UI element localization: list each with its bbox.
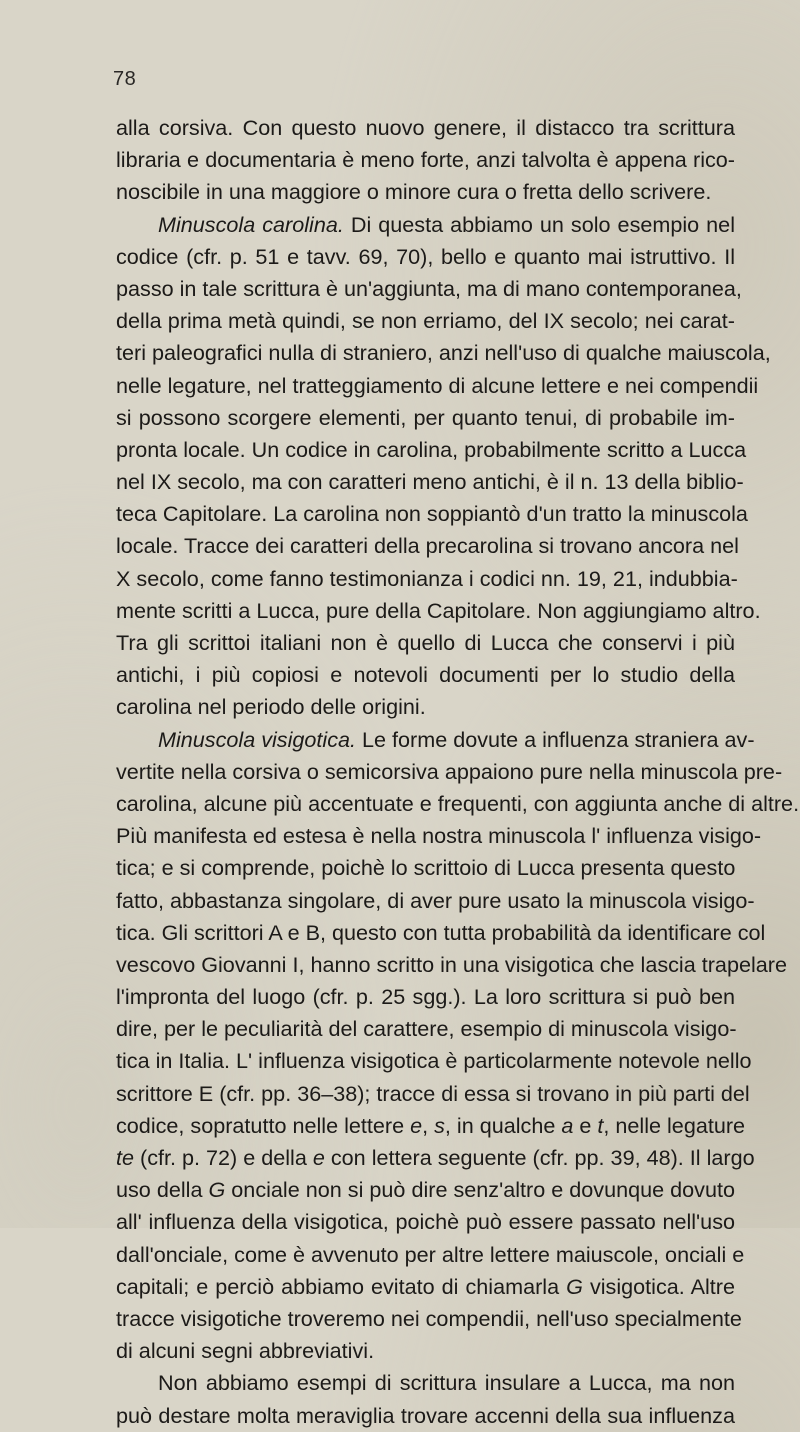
italic-text: G [208, 1177, 226, 1203]
text-run: l'impronta del luogo (cfr. p. 25 sgg.). La loro scrittura si può ben [116, 984, 735, 1010]
text-line [116, 885, 755, 917]
text-run: onciale non si può dire senz'altro e dovunque dovuto [225, 1177, 735, 1203]
text-line [116, 1206, 735, 1238]
page-number: 78 [113, 68, 137, 90]
text-run: tracce visigotiche troveremo nei compendii, nell'uso specialmente [116, 1305, 742, 1331]
text-run: codice, sopratutto nelle lettere [116, 1112, 411, 1138]
text-run: di alcuni segni abbreviativi. [116, 1338, 375, 1364]
text-line [116, 563, 738, 595]
text-line [116, 595, 761, 627]
text-line [116, 1110, 746, 1142]
text-line [116, 1271, 735, 1303]
text-run: vescovo Giovanni I, hanno scritto in una visigotica che lascia trapelare [116, 951, 787, 977]
text-line [116, 1174, 735, 1206]
text-line [116, 273, 742, 305]
text-run: antichi, i più copiosi e notevoli documenti per lo studio della [116, 662, 735, 688]
text-line [116, 627, 735, 659]
text-line [116, 466, 744, 498]
italic-text: G [566, 1273, 583, 1299]
text-run: carolina, alcune più accentuate e frequenti, con aggiunta anche di altre. [116, 790, 800, 816]
text-line [116, 530, 739, 562]
text-run: e [573, 1112, 598, 1138]
text-run: Tra gli scrittoi italiani non è quello di Lucca che conservi i più [116, 630, 735, 655]
italic-text: te [116, 1145, 135, 1170]
text-run: carolina nel periodo delle origini. [116, 694, 426, 720]
text-run: , nelle legature [603, 1112, 746, 1138]
text-line [116, 1045, 752, 1077]
text-line [116, 337, 771, 369]
text-run: (cfr. p. 72) e della [134, 1145, 313, 1170]
italic-text: e [312, 1145, 325, 1170]
text-run: tica in Italia. L' influenza visigotica è particolarmente notevole nello [116, 1048, 752, 1074]
body-text [116, 112, 800, 1432]
text-run: Le forme dovute a influenza straniera av- [356, 726, 755, 752]
italic-text: a [561, 1112, 574, 1138]
text-line [116, 434, 747, 466]
text-run: , [422, 1112, 435, 1138]
text-line [116, 402, 735, 434]
text-run: scrittore E (cfr. pp. 36–38); tracce di essa si trovano in più parti del [116, 1080, 750, 1106]
text-line [116, 176, 735, 208]
text-run: nelle legature, nel tratteggiamento di alcune lettere e nei compendii [116, 372, 759, 398]
text-run: , in qualche [444, 1112, 562, 1138]
text-run: tica. Gli scrittori A e B, questo con tutta probabilità da identificare col [116, 919, 766, 945]
italic-text: Minuscola carolina. [158, 211, 344, 237]
text-line [116, 691, 735, 723]
text-line [116, 1078, 750, 1110]
text-line [116, 1239, 745, 1271]
text-run: pronta locale. Un codice in carolina, probabilmente scritto a Lucca [116, 436, 747, 462]
text-line [116, 209, 735, 241]
italic-text: e [410, 1112, 423, 1138]
text-run: Di questa abbiamo un solo esempio nel [343, 211, 735, 237]
text-run: libraria e documentaria è meno forte, anzi talvolta è appena rico- [116, 147, 735, 173]
text-line [116, 370, 759, 402]
text-line [116, 788, 800, 820]
text-run: teca Capitolare. La carolina non soppiantò d'un tratto la minuscola [116, 501, 748, 527]
text-run: fatto, abbastanza singolare, di aver pure usato la minuscola visigo- [116, 887, 755, 913]
text-line [116, 756, 783, 788]
text-run: uso della [116, 1177, 209, 1203]
text-line [116, 241, 735, 273]
text-run: alla corsiva. Con questo nuovo genere, il distacco tra scrittura [116, 115, 735, 140]
text-run: X secolo, come fanno testimonianza i codici nn. 19, 21, indubbia- [116, 565, 738, 591]
text-line [116, 981, 735, 1013]
text-run: si possono scorgere elementi, per quanto tenui, di probabile im- [116, 404, 735, 430]
text-run: con lettera seguente (cfr. pp. 39, 48). Il largo [324, 1145, 755, 1170]
text-run: noscibile in una maggiore o minore cura o fretta dello scrivere. [116, 179, 712, 205]
text-run: passo in tale scrittura è un'aggiunta, ma di mano contemporanea, [116, 275, 742, 301]
text-run: dire, per le peculiarità del carattere, esempio di minuscola visigo- [116, 1016, 737, 1042]
text-line [116, 305, 735, 337]
text-line [116, 1335, 735, 1367]
text-line [116, 144, 735, 176]
text-line [116, 498, 748, 530]
text-line [116, 724, 755, 756]
text-line [116, 852, 735, 884]
text-run: capitali; e perciò abbiamo evitato di chiamarla [116, 1273, 567, 1299]
text-run: tica; e si comprende, poichè lo scrittoio di Lucca presenta questo [116, 855, 736, 881]
text-run: Più manifesta ed estesa è nella nostra minuscola l' influenza visigo- [116, 823, 762, 849]
italic-text: Minuscola visigotica. [158, 726, 357, 752]
text-line [116, 1142, 755, 1174]
text-run: teri paleografici nulla di straniero, anzi nell'uso di qualche maiuscola, [116, 340, 771, 366]
text-run: locale. Tracce dei caratteri della precarolina si trovano ancora nel [116, 533, 739, 559]
text-line [116, 949, 787, 981]
text-run: della prima metà quindi, se non erriamo, del IX secolo; nei carat- [116, 308, 735, 334]
text-run: può destare molta meraviglia trovare accenni della sua influenza [116, 1402, 735, 1428]
text-run: dall'onciale, come è avvenuto per altre lettere maiuscole, onciali e [116, 1241, 745, 1267]
text-run: mente scritti a Lucca, pure della Capitolare. Non aggiungiamo altro. [116, 597, 761, 623]
text-line [116, 659, 735, 691]
italic-text: t [597, 1112, 604, 1138]
text-run: vertite nella corsiva o semicorsiva appaiono pure nella minuscola pre- [116, 758, 783, 784]
text-line [116, 1303, 742, 1335]
text-line [116, 917, 766, 949]
italic-text: s [434, 1112, 445, 1138]
text-line [116, 820, 762, 852]
text-run: visigotica. Altre [582, 1273, 735, 1299]
text-run: nel IX secolo, ma con caratteri meno antichi, è il n. 13 della biblio- [116, 469, 744, 495]
text-line [116, 1400, 735, 1432]
text-run: codice (cfr. p. 51 e tavv. 69, 70), bello e quanto mai istruttivo. Il [116, 243, 735, 269]
text-run: all' influenza della visigotica, poichè può essere passato nell'uso [116, 1209, 735, 1235]
text-line [116, 112, 735, 144]
text-line [116, 1013, 735, 1045]
text-run: Non abbiamo esempi di scrittura insulare a Lucca, ma non [158, 1370, 735, 1396]
text-line [116, 1367, 735, 1399]
